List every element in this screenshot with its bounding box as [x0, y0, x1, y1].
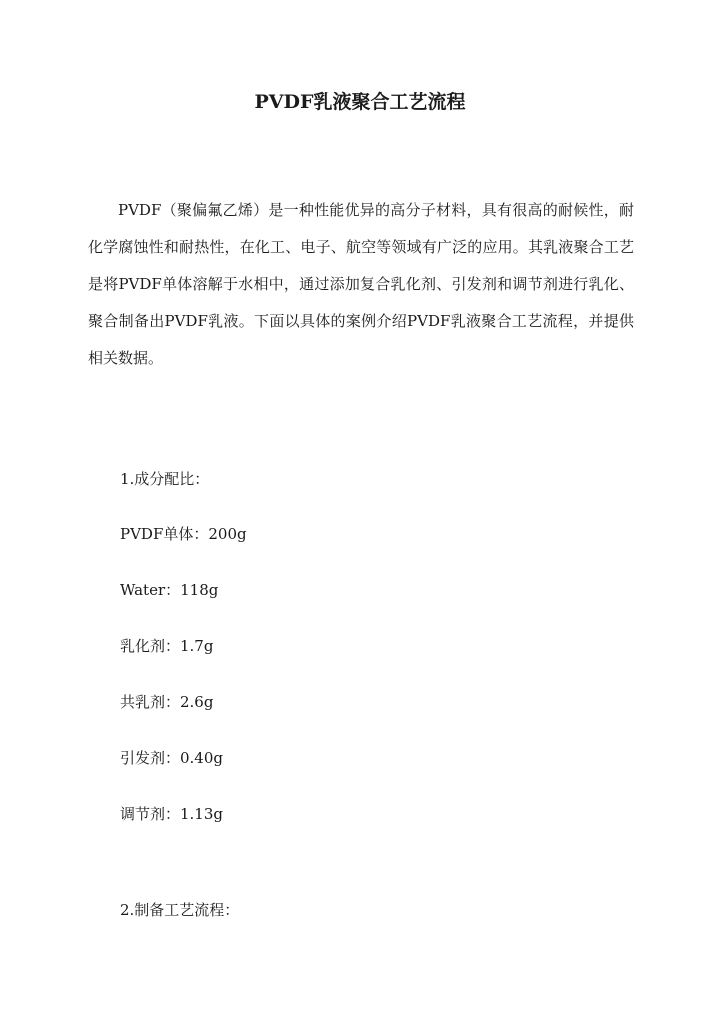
- ingredient-regulator: 调节剂：1.13g: [120, 805, 224, 823]
- ingredient-pvdf-monomer: PVDF单体：200g: [120, 525, 247, 543]
- section-heading-composition: 1.成分配比：: [120, 470, 210, 488]
- ingredient-emulsifier: 乳化剂：1.7g: [120, 637, 214, 655]
- intro-paragraph: PVDF（聚偏氟乙烯）是一种性能优异的高分子材料，具有很高的耐候性，耐化学腐蚀性和耐热性，在化工、电子、航空等领域有广泛的应用。其乳液聚合工艺是将PVDF单体溶解于水相中，通过添加复合乳化剂、引发剂和调节剂进行乳化、聚合制备出PVDF乳液。下面以具体的案例介绍PVDF乳液聚合工艺流程，并提供相关数据。: [88, 201, 634, 367]
- section-heading-process: 2.制备工艺流程：: [120, 901, 240, 919]
- ingredient-water: Water：118g: [120, 581, 219, 599]
- ingredient-co-emulsifier: 共乳剂：2.6g: [120, 693, 214, 711]
- ingredient-initiator: 引发剂：0.40g: [120, 749, 224, 767]
- document-title: PVDF乳液聚合工艺流程: [254, 91, 466, 113]
